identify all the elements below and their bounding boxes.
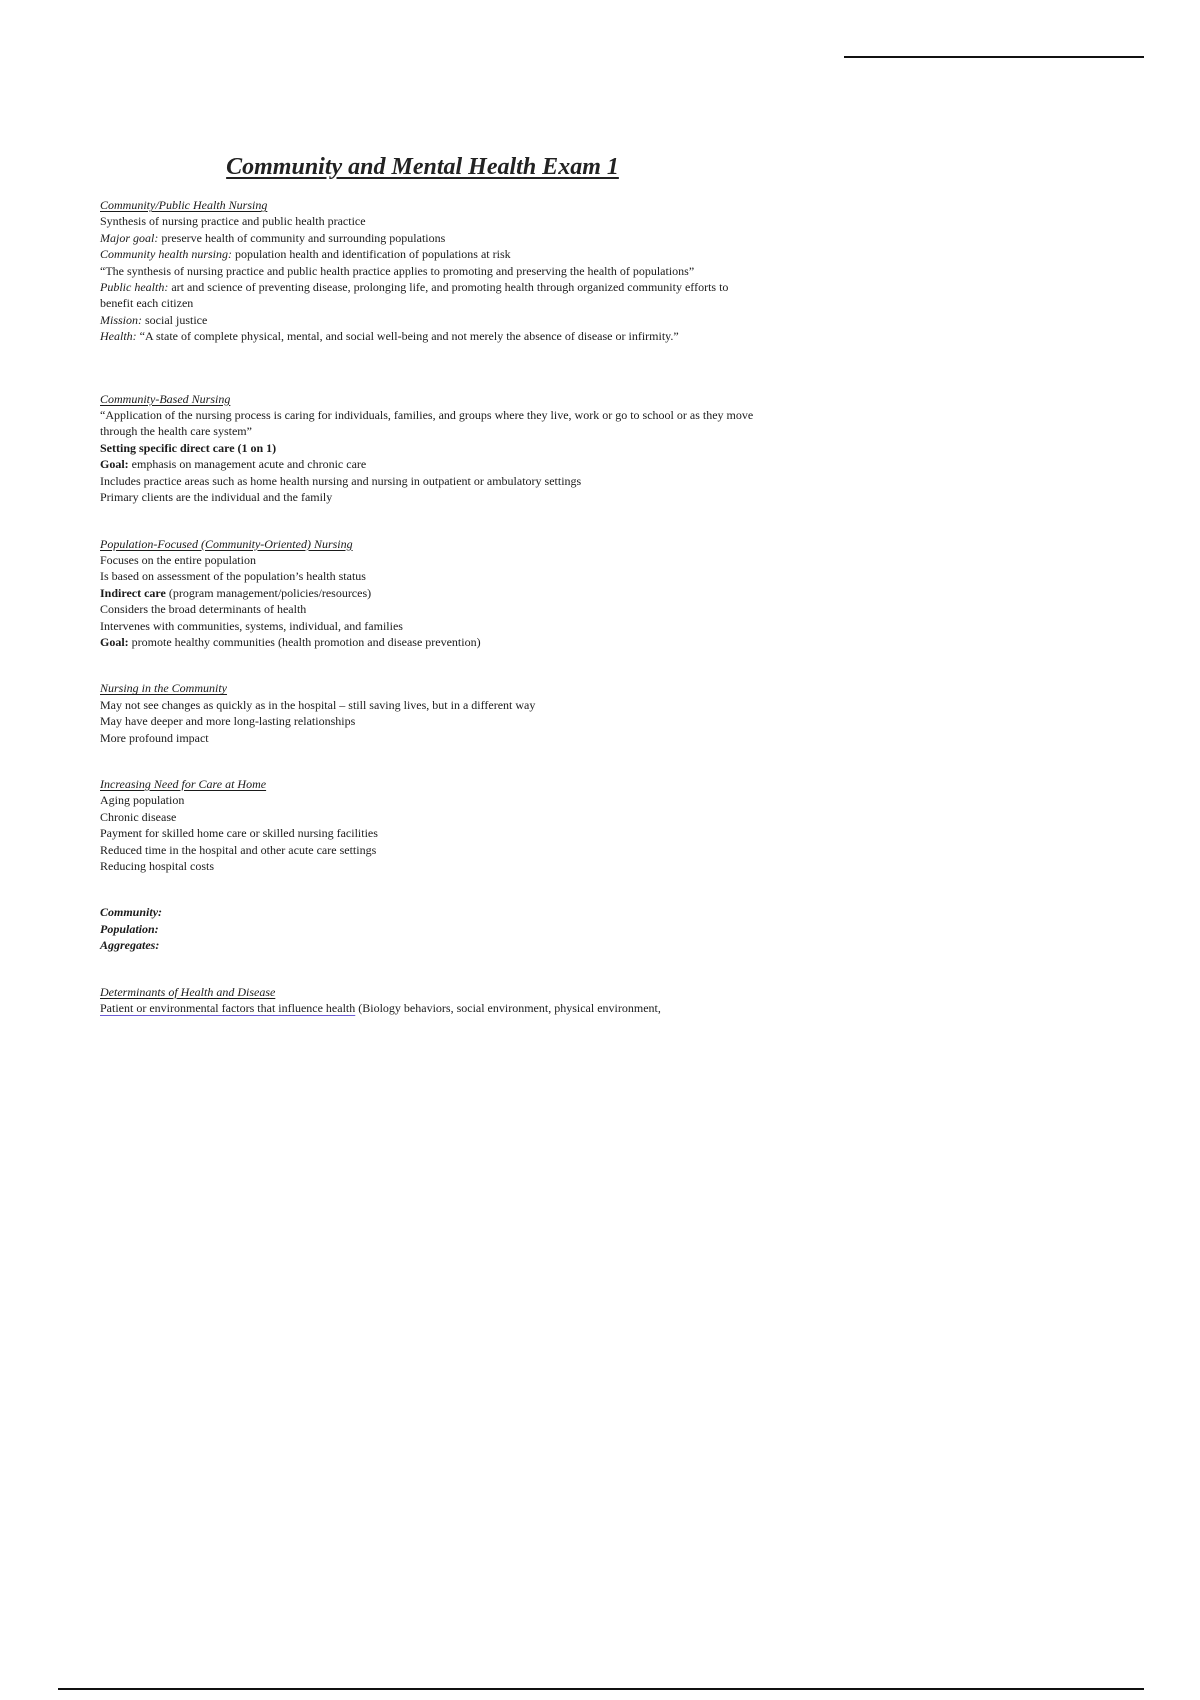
text-line — [100, 312, 760, 328]
footer-rule — [58, 1688, 1144, 1690]
text-line: Primary clients are the individual and the family — [100, 490, 333, 505]
term-aggregates: Aggregates: — [100, 938, 160, 953]
text-line: May have deeper and more long-lasting relationships — [100, 714, 356, 729]
term-text: preserve health of community and surrounding populations — [158, 230, 446, 245]
term-label: Indirect care — [100, 585, 166, 600]
text-line: “The synthesis of nursing practice and public health practice applies to promoting and preserving the health of populations” — [100, 263, 695, 278]
text-line: Includes practice areas such as home health nursing and nursing in outpatient or ambulatory settings — [100, 473, 582, 488]
underlined-text: Patient or environmental factors that influence health — [100, 1001, 356, 1016]
term-text: population health and identification of populations at risk — [232, 247, 511, 262]
section-community-based-nursing — [100, 391, 760, 506]
text-line — [100, 328, 760, 344]
text-line: Synthesis of nursing practice and public health practice — [100, 214, 366, 229]
text-line — [100, 634, 760, 650]
text-line: Aging population — [100, 793, 185, 808]
document-title: Community and Mental Health Exam 1 — [226, 154, 619, 181]
term-text: promote healthy communities (health promotion and disease prevention) — [128, 634, 481, 649]
text-line: Is based on assessment of the population’s health status — [100, 569, 366, 584]
text-line: “Application of the nursing process is caring for individuals, families, and groups where they live, work or go to school or as they move through the health care system” — [100, 408, 754, 439]
term-text: emphasis on management acute and chronic care — [128, 457, 367, 472]
section-heading: Population-Focused (Community-Oriented) Nursing — [100, 536, 353, 551]
text-line: Setting specific direct care (1 on 1) — [100, 440, 277, 455]
section-population-focused-nursing — [100, 536, 760, 651]
text-line: May not see changes as quickly as in the hospital – still saving lives, but in a different way — [100, 697, 536, 712]
term-label: Health: — [100, 329, 137, 344]
text-line — [100, 279, 760, 312]
term-text: (Biology behaviors, social environment, physical environment, — [355, 1001, 661, 1016]
text-line: Intervenes with communities, systems, individual, and families — [100, 618, 403, 633]
text-line: Reduced time in the hospital and other acute care settings — [100, 842, 377, 857]
text-line — [100, 246, 760, 262]
section-heading: Determinants of Health and Disease — [100, 984, 276, 999]
text-line — [100, 1000, 800, 1016]
section-heading: Community-Based Nursing — [100, 391, 231, 406]
term-label: Goal: — [100, 634, 129, 649]
section-heading: Increasing Need for Care at Home — [100, 776, 267, 791]
section-community-public-health-nursing — [100, 197, 760, 345]
term-label: Mission: — [100, 312, 142, 327]
text-line: Payment for skilled home care or skilled nursing facilities — [100, 826, 378, 841]
term-label: Public health: — [100, 280, 169, 295]
text-line — [100, 230, 760, 246]
text-line: Reducing hospital costs — [100, 859, 214, 873]
section-heading: Community/Public Health Nursing — [100, 198, 268, 212]
text-line: More profound impact — [100, 730, 209, 745]
text-line: Considers the broad determinants of health — [100, 602, 307, 617]
term-population: Population: — [100, 921, 159, 936]
header-rule — [844, 56, 1144, 58]
term-label: Community health nursing: — [100, 247, 232, 262]
term-text: (program management/policies/resources) — [165, 585, 372, 600]
document-body — [100, 197, 760, 1046]
term-text: “A state of complete physical, mental, and social well-being and not merely the absence of disease or infirmity.” — [136, 329, 679, 344]
term-community: Community: — [100, 905, 163, 920]
section-increasing-need-for-care-at-home — [100, 776, 760, 874]
text-line — [100, 456, 760, 472]
term-label: Major goal: — [100, 230, 159, 245]
section-heading: Nursing in the Community — [100, 681, 228, 696]
text-line: Chronic disease — [100, 809, 177, 824]
section-determinants-of-health — [100, 984, 800, 1017]
term-text: social justice — [142, 312, 208, 327]
text-line: Focuses on the entire population — [100, 552, 256, 567]
term-label: Goal: — [100, 457, 129, 472]
section-nursing-in-the-community — [100, 680, 760, 746]
term-text: art and science of preventing disease, prolonging life, and promoting health through organized community efforts to benefit each citizen — [100, 280, 729, 311]
text-line — [100, 585, 760, 601]
section-terms — [100, 904, 760, 953]
